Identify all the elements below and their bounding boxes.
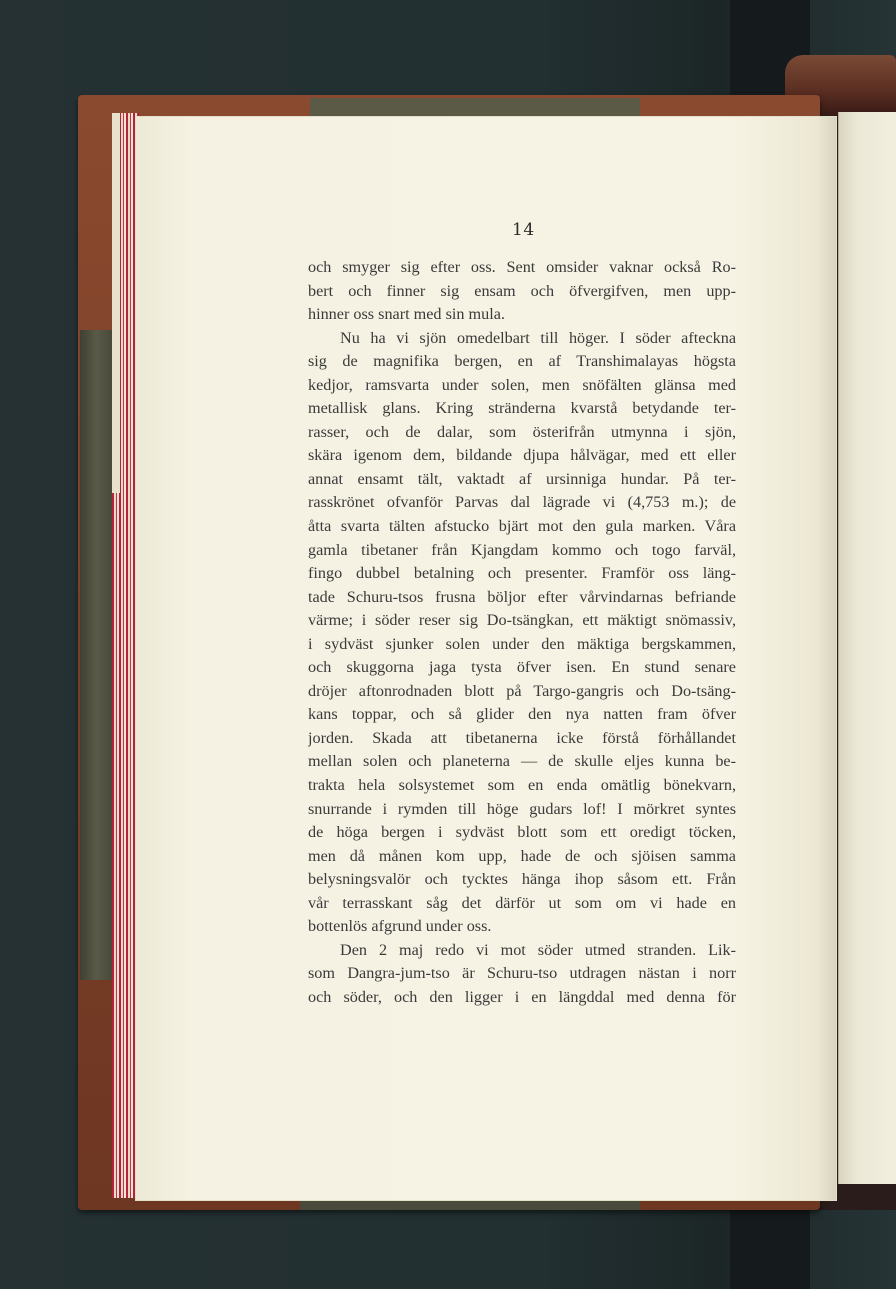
text-line: snurrande i rymden till höge gudars lof! I mörkret syntes bbox=[308, 799, 736, 818]
text-line: skära igenom dem, bildande djupa hålvägar, med ett eller bbox=[308, 446, 736, 465]
text-line: i sydväst sjunker solen under den mäktiga bergskammen, bbox=[308, 634, 736, 653]
page-number: 14 bbox=[512, 220, 535, 240]
text-line: rasskrönet ofvanför Parvas dal lägrade vi (4,753 m.); de bbox=[308, 493, 736, 512]
text-line: mellan solen och planeterna — de skulle eljes kunna be- bbox=[308, 752, 736, 771]
text-line: jorden. Skada att tibetanerna icke förstå förhållandet bbox=[308, 728, 736, 747]
text-line: Den 2 maj redo vi mot söder utmed stranden. Lik- bbox=[340, 940, 736, 959]
text-line: kans toppar, och så glider den nya natten fram öfver bbox=[308, 705, 736, 724]
text-line: bert och finner sig ensam och öfvergifven, men upp- bbox=[308, 281, 736, 300]
text-line: Nu ha vi sjön omedelbart till höger. I söder afteckna bbox=[340, 328, 736, 347]
page-text-block bbox=[308, 256, 736, 1010]
text-line: trakta hela solsystemet som en enda omätlig bönekvarn, bbox=[308, 776, 736, 795]
page-edge-inner bbox=[112, 113, 120, 493]
text-line: kedjor, ramsvarta under solen, men snöfälten glänsa med bbox=[308, 375, 736, 394]
text-line: hinner oss snart med sin mula. bbox=[308, 305, 505, 324]
text-line: men då månen kom upp, hade de och sjöisen samma bbox=[308, 846, 736, 865]
adjacent-book-pages bbox=[838, 112, 896, 1184]
book-spine-cloth bbox=[80, 330, 112, 980]
text-line: åtta svarta tälten afstucko bjärt mot den gula marken. Våra bbox=[308, 517, 736, 536]
text-line: tade Schuru-tsos frusna böljor efter vårvindarnas befriande bbox=[308, 587, 736, 606]
text-line: dröjer aftonrodnaden blott på Targo-gangris och Do-tsäng- bbox=[308, 681, 736, 700]
text-line: värme; i söder reser sig Do-tsängkan, ett mäktigt snömassiv, bbox=[308, 611, 736, 630]
text-line: rasser, och de dalar, som österifrån utmynna i sjön, bbox=[308, 422, 736, 441]
book-cover-cloth-top bbox=[310, 98, 640, 118]
text-line: fingo dubbel betalning och presenter. Framför oss läng- bbox=[308, 564, 736, 583]
text-line: och smyger sig efter oss. Sent omsider vaknar också Ro- bbox=[308, 258, 736, 276]
text-line: vår terrasskant såg det därför ut som om vi hade en bbox=[308, 893, 736, 912]
text-line: som Dangra-jum-tso är Schuru-tso utdragen nästan i norr bbox=[308, 964, 736, 983]
text-line: metallisk glans. Kring stränderna kvarstå betydande ter- bbox=[308, 399, 736, 418]
text-line: bottenlös afgrund under oss. bbox=[308, 917, 492, 936]
text-line: de höga bergen i sydväst blott som ett oredigt töcken, bbox=[308, 823, 736, 842]
text-line: annat ensamt tält, vaktadt af ursinniga hundar. På ter- bbox=[308, 469, 736, 488]
text-line: och söder, och den ligger i en längddal med denna för bbox=[308, 987, 736, 1006]
text-line: gamla tibetaner från Kjangdam kommo och togo farväl, bbox=[308, 540, 736, 559]
text-line: sig de magnifika bergen, en af Transhimalayas högsta bbox=[308, 352, 736, 371]
text-line: belysningsvalör och tycktes hänga ihop såsom ett. Från bbox=[308, 870, 736, 889]
text-line: och skuggorna jaga tysta öfver isen. En stund senare bbox=[308, 658, 736, 677]
